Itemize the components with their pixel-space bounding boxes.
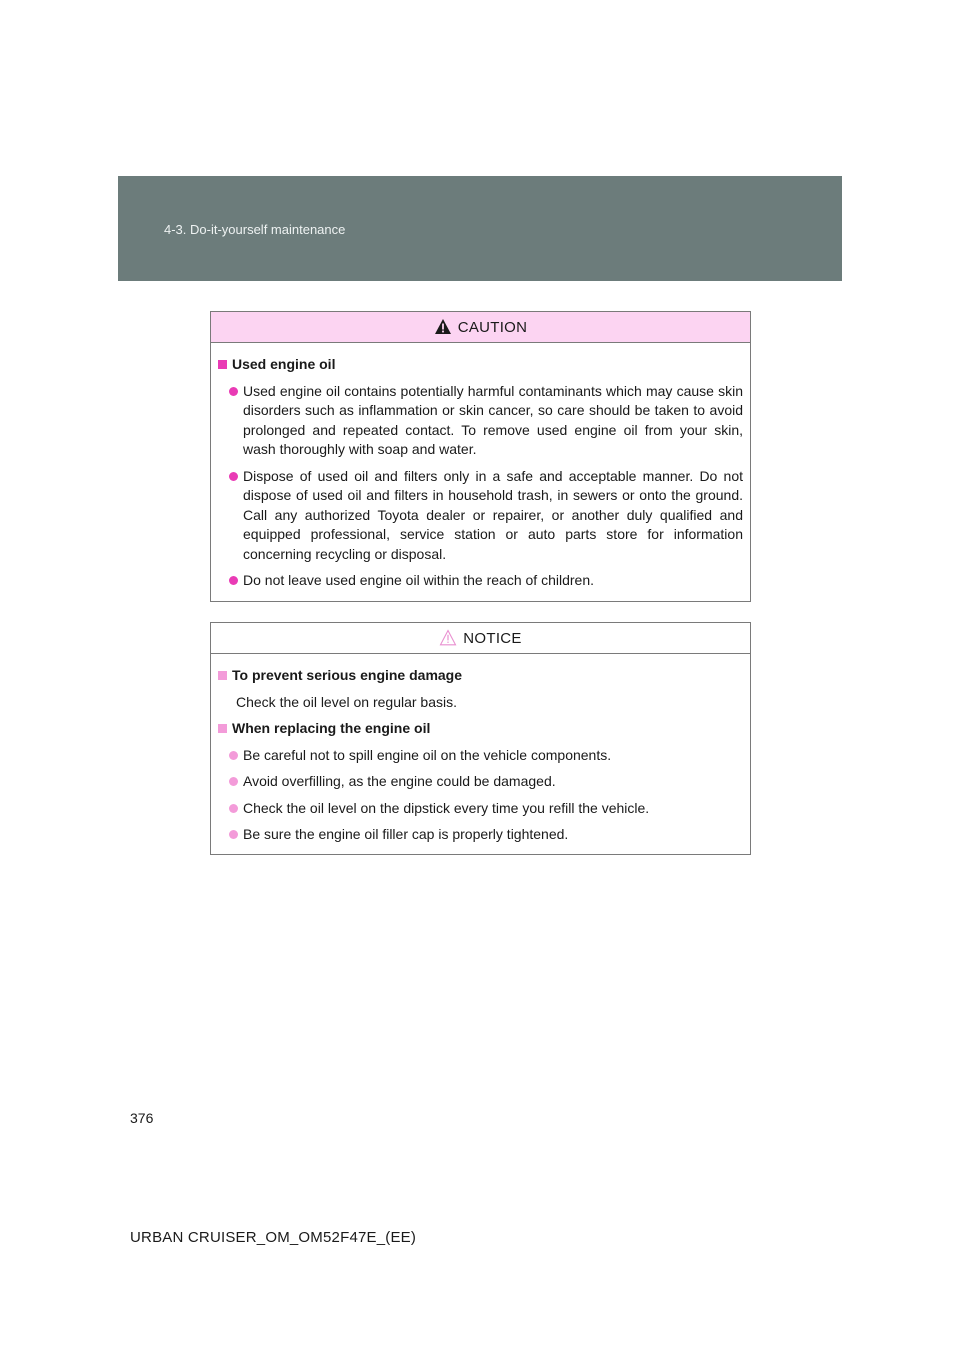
notice-title: NOTICE [463, 629, 522, 647]
caution-bullet [229, 382, 743, 460]
caution-title-bar [211, 312, 750, 343]
caution-section-heading [218, 355, 743, 375]
circle-bullet-icon [229, 777, 238, 786]
circle-bullet-icon [229, 387, 238, 396]
notice-section-heading [218, 666, 743, 686]
caution-bullet [229, 571, 743, 591]
section-header-band [118, 176, 842, 281]
notice-section2-title: When replacing the engine oil [232, 720, 431, 736]
circle-bullet-icon [229, 830, 238, 839]
circle-bullet-icon [229, 804, 238, 813]
notice-section1-title: To prevent serious engine damage [232, 667, 463, 683]
caution-bullet-text: Do not leave used engine oil within the reach of children. [243, 572, 594, 588]
circle-bullet-icon [229, 472, 238, 481]
square-bullet-icon [218, 724, 227, 733]
notice-box [210, 622, 751, 855]
notice-section-heading [218, 719, 743, 739]
notice-bullet [229, 799, 743, 819]
warning-triangle-icon [434, 318, 452, 335]
notice-bullet-text: Avoid overfilling, as the engine could be damaged. [243, 773, 556, 789]
notice-bullet-text: Check the oil level on the dipstick every time you refill the vehicle. [243, 799, 650, 816]
notice-bullet-text: Be sure the engine oil filler cap is properly tightened. [243, 826, 569, 842]
caution-bullet-text: Dispose of used oil and filters only in a safe and acceptable manner. Do not dispose of used oil and filters in household trash, in sewers or onto the ground. Call any authorized Toyota dealer or repairer, or another duly qualified and equipped professional, service station or auto parts store for information concerning recycling or disposal. [243, 467, 743, 562]
circle-bullet-icon [229, 751, 238, 760]
caution-section-title: Used engine oil [232, 356, 336, 372]
notice-bullet-text: Be careful not to spill engine oil on the vehicle components. [243, 746, 612, 763]
warning-triangle-outline-icon [439, 629, 457, 646]
notice-bullet [229, 746, 743, 766]
caution-box [210, 311, 751, 602]
document-footer-id: URBAN CRUISER_OM_OM52F47E_(EE) [130, 1229, 417, 1246]
section-title: 4-3. Do-it-yourself maintenance [164, 222, 346, 237]
notice-section1-text: Check the oil level on regular basis. [236, 693, 458, 710]
notice-title-bar [211, 623, 750, 654]
caution-title: CAUTION [457, 318, 528, 336]
square-bullet-icon [218, 671, 227, 680]
notice-bullet [229, 772, 743, 792]
caution-bullet [229, 467, 743, 565]
page-number: 376 [130, 1110, 154, 1126]
square-bullet-icon [218, 360, 227, 369]
notice-bullet [229, 825, 743, 845]
caution-bullet-text: Used engine oil contains potentially harmful contaminants which may cause skin disorders such as inflammation or skin cancer, so care should be taken to avoid prolonged and repeated contact. To remove used engine oil from your skin, wash thoroughly with soap and water. [243, 382, 743, 457]
circle-bullet-icon [229, 576, 238, 585]
